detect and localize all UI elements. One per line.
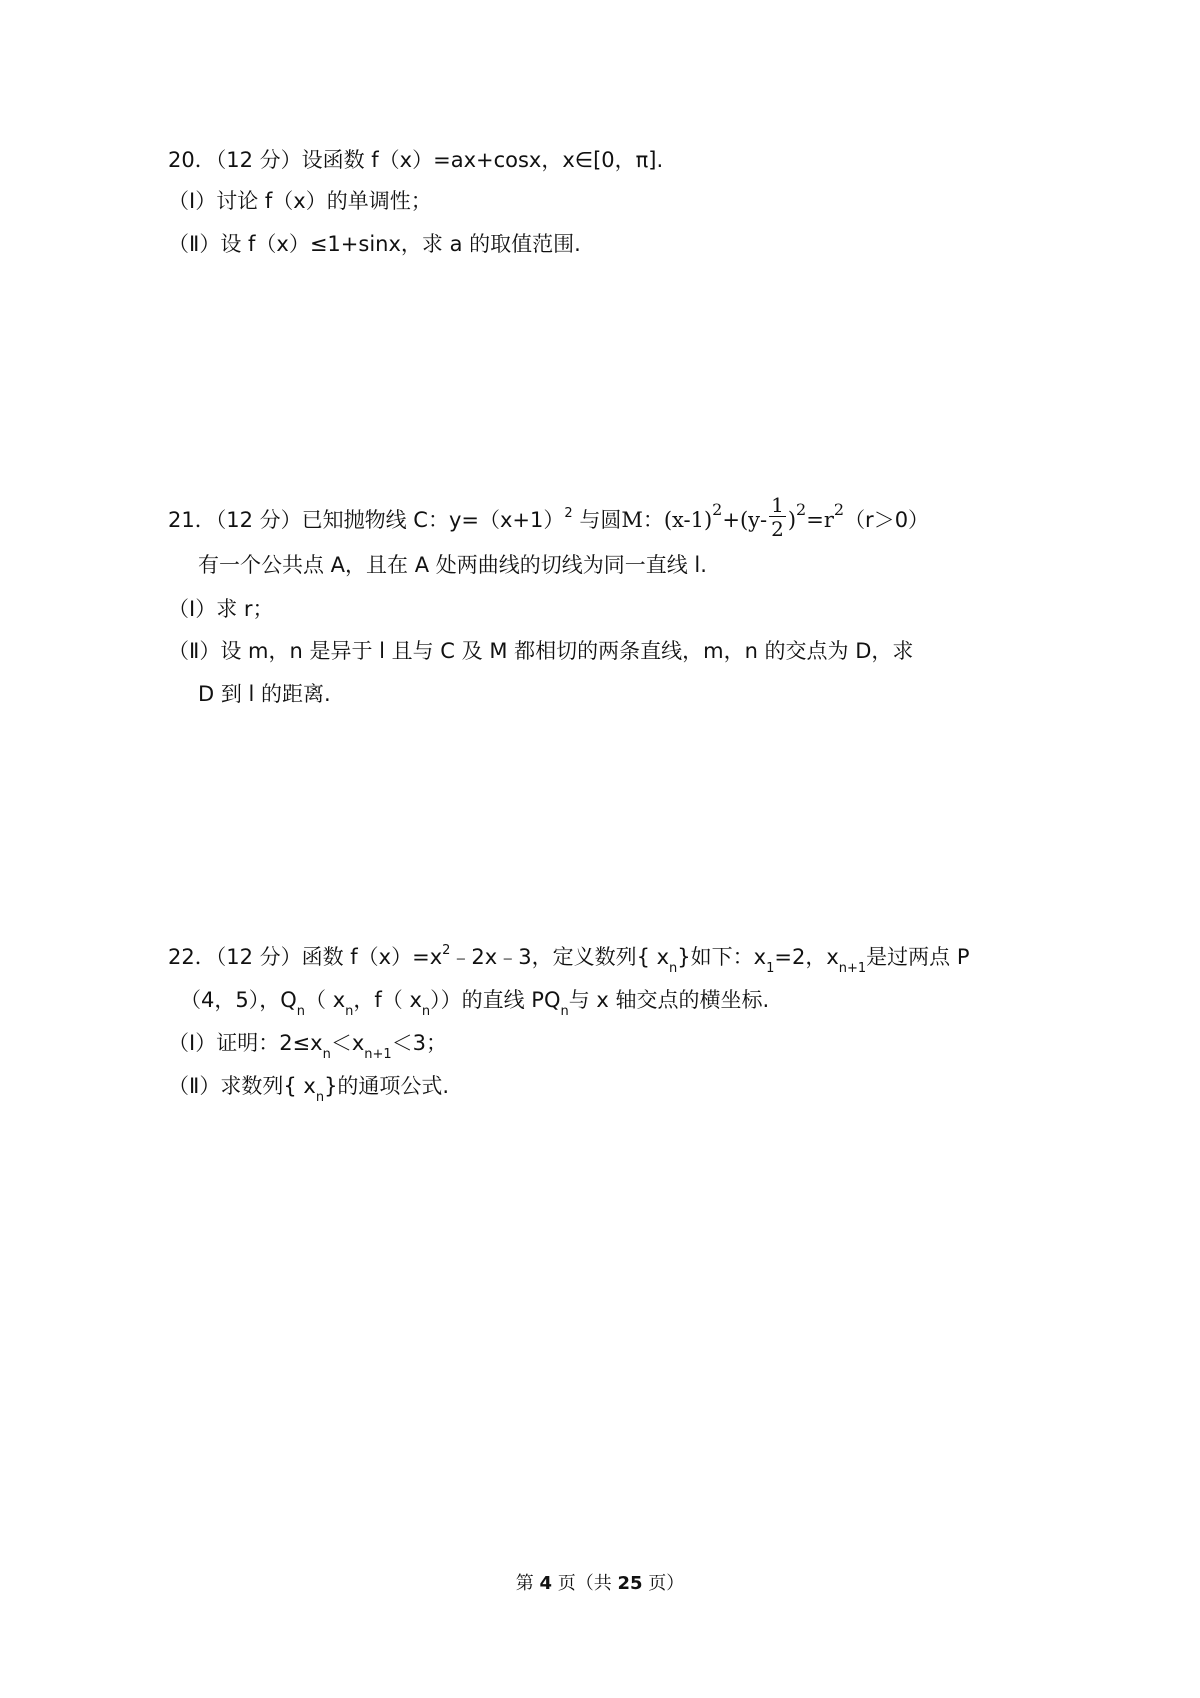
q21-stem <box>168 493 930 542</box>
q21-stem-line2 <box>198 550 707 580</box>
q22-sup-2: 2 <box>442 943 451 958</box>
q22-part1-c: ＜3； <box>391 1031 448 1055</box>
q22-stem-line2 <box>180 985 770 1020</box>
q21-stem-text-b: 与圆 <box>572 508 622 532</box>
q22-sub-n5: n <box>560 1004 569 1020</box>
q22-sub-n6: n <box>322 1047 331 1063</box>
q22-sub-1: 1 <box>766 961 775 977</box>
q22-part1-b: ＜x <box>330 1031 365 1055</box>
q22-stem-e: 是过两点 P <box>866 945 970 969</box>
q22-sub-n1: n+1 <box>838 961 867 977</box>
q21-circle-equation <box>621 493 845 541</box>
q21-fraction <box>769 494 786 541</box>
q22-part2-b: }的通项公式. <box>324 1074 450 1098</box>
q22-sub-n: n <box>669 961 678 977</box>
q20-part2 <box>168 229 581 259</box>
q21-frac-num: 1 <box>771 493 784 517</box>
q22-sub-n8: n <box>315 1090 325 1106</box>
q21-part1 <box>168 594 274 624</box>
q22-sub-n3: n <box>345 1004 354 1020</box>
q22-sub-n7: n+1 <box>364 1047 392 1063</box>
q21-eq-r: =r <box>806 508 834 532</box>
q21-part2 <box>168 636 913 666</box>
q21-part2-line2 <box>198 679 331 709</box>
q21-close: ) <box>787 508 797 532</box>
q22-stem-b: ﹣2x﹣3，定义数列{ x <box>450 945 670 969</box>
q21-exp-b: 2 <box>712 500 723 519</box>
footer-total-pages: 25 <box>617 1573 643 1594</box>
q22-stem <box>168 942 970 977</box>
q21-plus-y: +(y- <box>722 508 768 532</box>
q21-part2-line2-text: D 到 l 的距离. <box>198 682 331 706</box>
q21-stem-line2-text: 有一个公共点 A，且在 A 处两曲线的切线为同一直线 l. <box>198 553 707 577</box>
q21-exp-d: 2 <box>833 500 845 519</box>
q22-part1-a: （Ⅰ）证明：2≤x <box>168 1031 323 1055</box>
q21-part1-text: （Ⅰ）求 r； <box>168 597 274 621</box>
q22-line2-a: （4，5），Q <box>180 988 297 1012</box>
q20-stem-text: 20．（12 分）设函数 f（x）=ax+cosx，x∈[0，π]. <box>168 148 664 172</box>
footer-pre: 第 <box>515 1573 540 1594</box>
q22-line2-d: ））的直线 PQ <box>430 988 561 1012</box>
footer-page-number: 4 <box>539 1573 552 1594</box>
q22-stem-d: =2，x <box>774 945 839 969</box>
q21-exp-c: 2 <box>796 500 807 519</box>
q22-part1 <box>168 1028 448 1063</box>
q21-stem-text-c: （r＞0） <box>844 508 930 532</box>
footer-post: 页） <box>642 1573 685 1594</box>
q22-sub-n4: n <box>421 1004 431 1020</box>
q20-part2-text: （Ⅱ）设 f（x）≤1+sinx，求 a 的取值范围. <box>168 232 581 256</box>
q21-circle-m: M：(x-1) <box>621 508 713 532</box>
q22-part2-a: （Ⅱ）求数列{ x <box>168 1074 316 1098</box>
q22-part2 <box>168 1071 450 1106</box>
q20-part1 <box>168 186 432 216</box>
q22-stem-c: }如下：x <box>677 945 767 969</box>
q22-sub-n2: n <box>296 1004 306 1020</box>
q20-stem <box>168 145 663 175</box>
q22-line2-e: 与 x 轴交点的横坐标. <box>568 988 770 1012</box>
footer-mid: 页（共 <box>552 1573 618 1594</box>
q22-line2-b: （ x <box>305 988 346 1012</box>
q21-frac-den: 2 <box>771 517 784 541</box>
q21-exp-a: 2 <box>564 506 573 521</box>
q21-part2-text: （Ⅱ）设 m，n 是异于 l 且与 C 及 M 都相切的两条直线，m，n 的交点为 D，求 <box>168 639 914 663</box>
q21-stem-text: 21．（12 分）已知抛物线 C：y=（x+1） <box>168 508 565 532</box>
q20-part1-text: （Ⅰ）讨论 f（x）的单调性； <box>168 189 432 213</box>
page-footer <box>0 1572 1200 1596</box>
q22-stem-a: 22．（12 分）函数 f（x）=x <box>168 945 443 969</box>
q22-line2-c: ，f（ x <box>353 988 422 1012</box>
